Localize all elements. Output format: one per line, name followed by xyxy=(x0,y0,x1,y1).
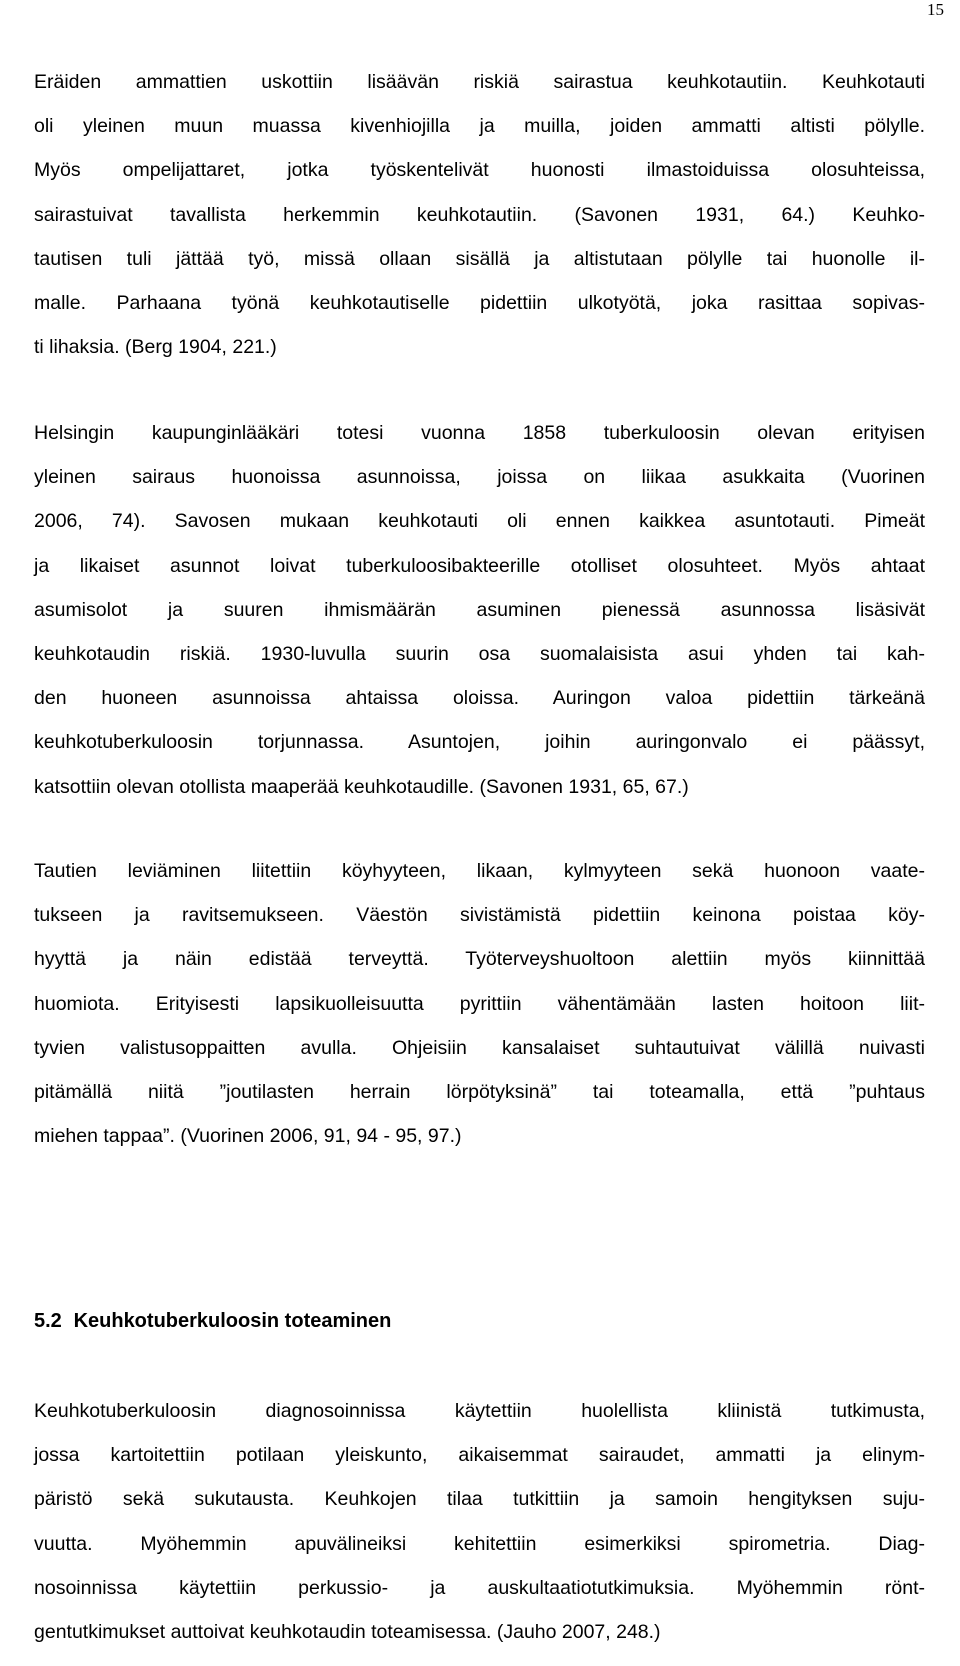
section-number: 5.2 xyxy=(34,1310,62,1332)
text-line: 2006, 74). Savosen mukaan keuhkotauti oli ennen kaikkea asuntotauti. Pimeät xyxy=(34,510,925,533)
text-line: miehen tappaa”. (Vuorinen 2006, 91, 94 - 95, 97.) xyxy=(34,1125,462,1148)
text-line: Myös ompelijattaret, jotka työskentelivät huonosti ilmastoiduissa olosuhteissa, xyxy=(34,159,925,182)
page-number: 15 xyxy=(927,0,944,19)
text-line: päristö sekä sukutausta. Keuhkojen tilaa tutkittiin ja samoin hengityksen suju- xyxy=(34,1488,925,1511)
text-line: keuhkotaudin riskiä. 1930-luvulla suurin osa suomalaisista asui yhden tai kah- xyxy=(34,642,925,665)
text-line: jossa kartoitettiin potilaan yleiskunto, aikaisemmat sairaudet, ammatti ja elinym- xyxy=(34,1444,925,1467)
text-line: yleinen sairaus huonoissa asunnoissa, joissa on liikaa asukkaita (Vuorinen xyxy=(34,466,925,489)
text-line: sairastuivat tavallista herkemmin keuhkotautiin. (Savonen 1931, 64.) Keuhko- xyxy=(34,203,925,226)
paragraph-poverty xyxy=(34,849,925,1158)
text-line: gentutkimukset auttoivat keuhkotaudin toteamisessa. (Jauho 2007, 248.) xyxy=(34,1620,661,1643)
text-line: den huoneen asunnoissa ahtaissa oloissa. Auringon valoa pidettiin tärkeänä xyxy=(34,687,925,710)
text-line: hyyttä ja näin edistää terveyttä. Työterveyshuoltoon alettiin myös kiinnittää xyxy=(34,948,925,971)
text-line: pitämällä niitä ”joutilasten herrain lörpötyksinä” tai toteamalla, että ”puhtaus xyxy=(34,1080,925,1103)
text-line: tyvien valistusoppaitten avulla. Ohjeisiin kansalaiset suhtautuivat välillä nuivasti xyxy=(34,1036,925,1059)
paragraph-diagnosis xyxy=(34,1389,925,1654)
text-line: asumisolot ja suuren ihmismäärän asuminen pienessä asunnossa lisäsivät xyxy=(34,598,925,621)
text-line: vuutta. Myöhemmin apuvälineiksi kehitettiin esimerkiksi spirometria. Diag- xyxy=(34,1532,925,1555)
text-line: nosoinnissa käytettiin perkussio- ja auskultaatiotutkimuksia. Myöhemmin rönt- xyxy=(34,1576,925,1599)
text-line: oli yleinen muun muassa kivenhiojilla ja muilla, joiden ammatti altisti pölylle. xyxy=(34,115,925,138)
section-heading xyxy=(34,1308,391,1334)
text-line: tukseen ja ravitsemukseen. Väestön sivistämistä pidettiin keinona poistaa köy- xyxy=(34,904,925,927)
text-line: tautisen tuli jättää työ, missä ollaan sisällä ja altistutaan pölylle tai huonolle il- xyxy=(34,247,925,270)
text-line: ti lihaksia. (Berg 1904, 221.) xyxy=(34,336,277,359)
text-line: ja likaiset asunnot loivat tuberkuloosibakteerille otolliset olosuhteet. Myös ahtaat xyxy=(34,554,925,577)
text-line: malle. Parhaana työnä keuhkotautiselle pidettiin ulkotyötä, joka rasittaa sopivas- xyxy=(34,291,925,314)
paragraph-occupational-risk xyxy=(34,60,925,369)
paragraph-housing xyxy=(34,411,925,809)
text-line: Helsingin kaupunginlääkäri totesi vuonna 1858 tuberkuloosin olevan erityisen xyxy=(34,422,925,444)
text-line: keuhkotuberkuloosin torjunnassa. Asuntojen, joihin auringonvalo ei päässyt, xyxy=(34,731,925,754)
text-line: Tautien leviäminen liitettiin köyhyyteen, likaan, kylmyyteen sekä huonoon vaate- xyxy=(34,860,925,882)
section-title: Keuhkotuberkuloosin toteaminen xyxy=(73,1310,392,1332)
text-line: katsottiin olevan otollista maaperää keuhkotaudille. (Savonen 1931, 65, 67.) xyxy=(34,775,689,798)
text-line: huomiota. Erityisesti lapsikuolleisuutta pyrittiin vähentämään lasten hoitoon liit- xyxy=(34,992,925,1015)
text-line: Keuhkotuberkuloosin diagnosoinnissa käytettiin huolellista kliinistä tutkimusta, xyxy=(34,1400,925,1422)
text-line: Eräiden ammattien uskottiin lisäävän riskiä sairastua keuhkotautiin. Keuhkotauti xyxy=(34,71,925,93)
